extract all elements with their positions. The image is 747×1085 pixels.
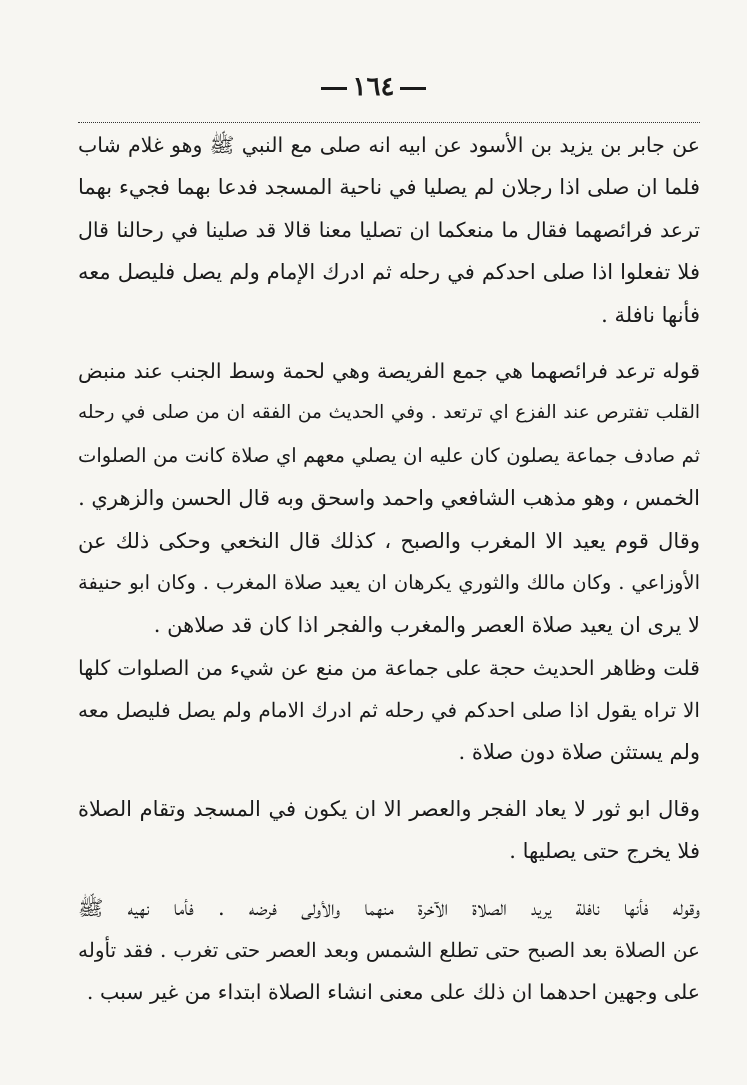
text-line: على وجهين احدهما ان ذلك على معنى انشاء الصلاة ابتداء من غير سبب . [86,980,700,1005]
header-dash-right [400,87,426,90]
text-line: الا تراه يقول اذا صلى احدكم في رحله ثم ادرك الامام ولم يصل فليصل معه [78,698,700,723]
text-line: قلت وظاهر الحديث حجة على جماعة من منع عن شيء من الصلوات كلها [78,655,700,680]
text-line: ولم يستثن صلاة دون صلاة . [458,740,700,765]
text-line: الخمس ، وهو مذهب الشافعي واحمد واسحق وبه قال الحسن والزهري . [78,486,700,511]
page-number-header [0,72,747,102]
text-line: وقال ابو ثور لا يعاد الفجر والعصر الا ان يكون في المسجد وتقام الصلاة [78,796,700,821]
text-line: قوله ترعد فرائصهما هي جمع الفريصة وهي لحمة وسط الجنب عند منبض [78,358,700,383]
text-line: وقال قوم يعيد الا المغرب والصبح ، كذلك قال النخعي وحكى ذلك عن [78,528,700,553]
body-text [78,124,700,1014]
header-dash-left [321,87,347,90]
text-line: لا يرى ان يعيد صلاة العصر والمغرب والفجر اذا كان قد صلاهن . [153,613,700,638]
text-line: وقوله فأنها نافلة يريد الصلاة الآخرة منهما والأولى فرضه . فأما نهيه ﷺ [78,895,700,920]
text-line: فلا يخرج حتى يصليها . [509,839,700,864]
paragraph-gap [78,873,700,887]
text-line: عن جابر بن يزيد بن الأسود عن ابيه انه صلى مع النبي ﷺ وهو غلام شاب [78,133,700,157]
paragraph-gap [78,336,700,350]
paragraph-gap [78,774,700,788]
text-line: فأنها نافلة . [601,302,700,327]
text-line: ترعد فرائصهما فقال ما منعكما ان تصليا معنا قالا قد صلينا في رحالنا قال [78,217,700,242]
text-line: الأوزاعي . وكان مالك والثوري يكرهان ان يعيد صلاة المغرب . وكان ابو حنيفة [78,570,700,594]
text-line: فلما ان صلى اذا رجلان لم يصليا في ناحية المسجد فدعا بهما فجيء بهما [78,175,700,200]
header-dotted-rule [78,122,700,123]
text-line: القلب تفترص عند الفزع اي ترتعد . وفي الحديث من الفقه ان من صلى في رحله [78,402,700,424]
text-line: عن الصلاة بعد الصبح حتى تطلع الشمس وبعد العصر حتى تغرب . فقد تأوله [78,938,700,963]
text-line: ثم صادف جماعة يصلون كان عليه ان يصلي معهم اي صلاة كانت من الصلوات [78,443,700,467]
text-line: فلا تفعلوا اذا صلى احدكم في رحله ثم ادرك الإمام ولم يصل فليصل معه [78,260,700,285]
page-number: ١٦٤ [352,72,395,102]
